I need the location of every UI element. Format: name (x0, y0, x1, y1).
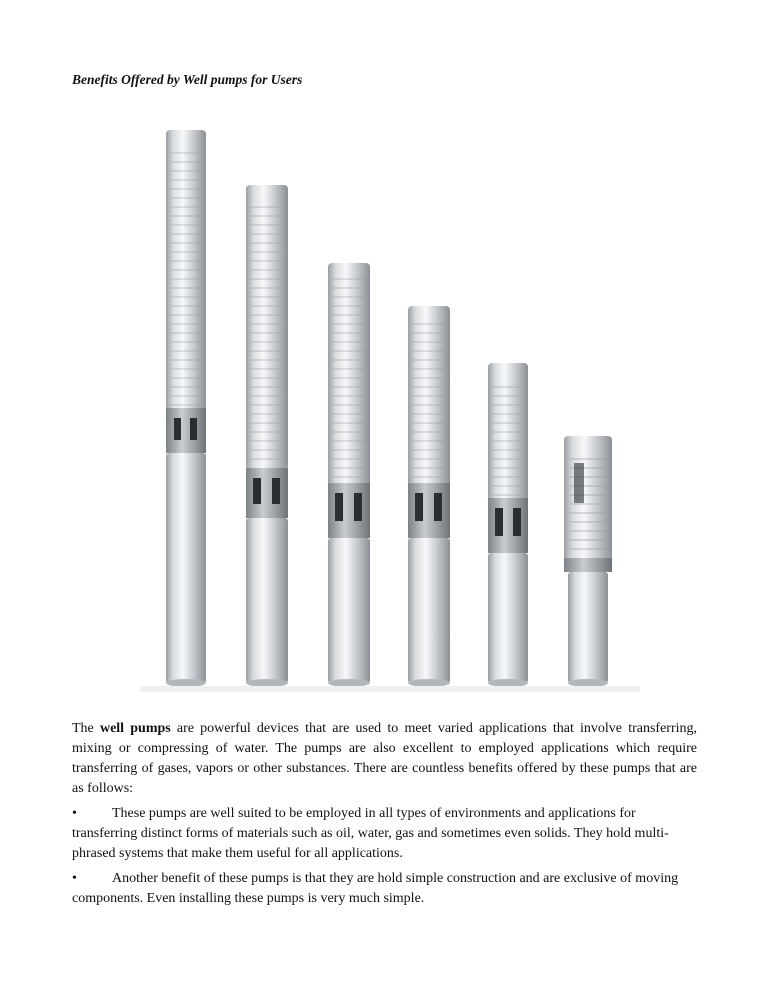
submersible-well-pumps-image (140, 118, 640, 698)
bullet-item-1: • These pumps are well suited to be employed in all types of environments and applications for transferring distinct forms of materials such as oil, water, gas and sometimes even solids. They hold multi-phrased systems that make them useful for all applications. (72, 806, 669, 861)
page-title: Benefits Offered by Well pumps for Users (72, 72, 303, 87)
pump-6 (564, 436, 612, 687)
bullet-icon: • (72, 871, 77, 886)
pump-4 (408, 306, 450, 687)
bullet-item-2: • Another benefit of these pumps is that they are hold simple construction and are exclusive of moving components. Even installing these pumps is very much simple. (72, 871, 679, 906)
well-pumps-figure (140, 118, 640, 698)
pump-3 (328, 263, 370, 687)
well-pumps-bold-term: well pumps (99, 721, 171, 736)
body-text (72, 719, 697, 914)
pump-5 (488, 363, 528, 687)
pump-1 (166, 130, 206, 687)
bullet-icon: • (72, 806, 77, 821)
intro-paragraph: The well pumps are powerful devices that are used to meet varied applications that involve transferring, mixing or compressing of water. The pumps are also excellent to employed applications which require transferring of gases, vapors or other substances. There are countless benefits offered by these pumps that are as follows: (72, 721, 697, 796)
pump-2 (246, 185, 288, 687)
